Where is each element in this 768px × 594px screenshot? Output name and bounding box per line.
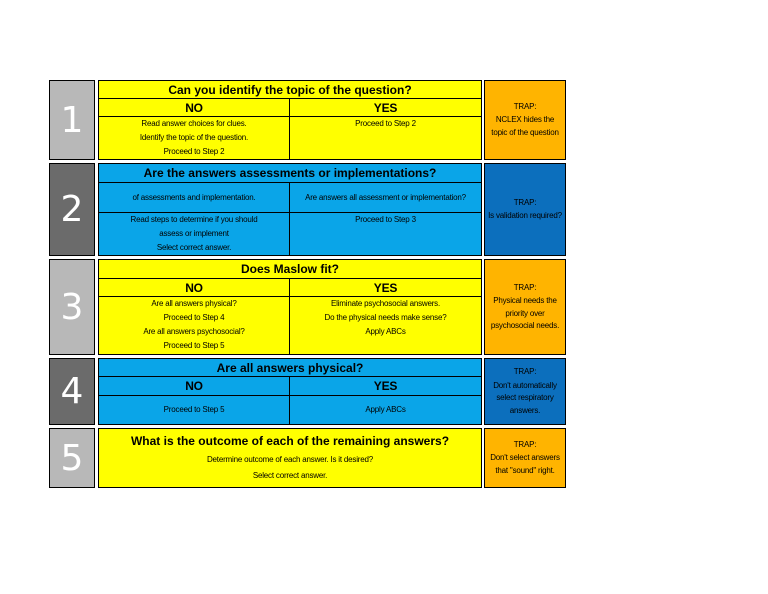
step-5-trap-line-1: Don't select answers <box>490 453 560 463</box>
step-2-trap-line-1: Is validation required? <box>488 211 562 220</box>
step-1-number: 1 <box>49 80 95 160</box>
step-1-no-label: NO <box>99 99 290 116</box>
step-1-yes-label: YES <box>373 100 398 115</box>
step-5-trap-label: TRAP: <box>513 439 537 449</box>
step-1-answer-row <box>99 117 481 159</box>
step-3-no-content <box>99 297 290 354</box>
step-2-question: Are the answers assessments or implementations? <box>99 164 481 183</box>
step-3-panel <box>98 259 482 355</box>
step-3-yes-line-2: Do the physical needs make sense? <box>324 313 447 322</box>
step-4-no-label: NO <box>99 377 290 395</box>
step-2-no-line-1: Read steps to determine if you should <box>130 215 258 224</box>
step-1-question: Can you identify the topic of the question? <box>99 81 481 99</box>
step-4-trap-label: TRAP: <box>513 367 537 376</box>
step-5-trap-line-2: that "sound" right. <box>495 465 555 475</box>
step-3-no-line-4: Proceed to Step 5 <box>163 341 225 350</box>
step-4-number: 4 <box>49 358 95 425</box>
step-3-yes-line-3: Apply ABCs <box>365 327 406 336</box>
step-5-body-line-2: Select correct answer. <box>252 471 328 480</box>
step-3-trap-line-3: psychosocial needs. <box>490 321 560 330</box>
step-2-number: 2 <box>49 163 95 256</box>
step-3-trap-line-1: Physical needs the <box>493 296 557 305</box>
step-1-panel <box>98 80 482 160</box>
step-1-trap-line-2: topic of the question <box>491 127 559 137</box>
step-4-yes-label: YES <box>373 379 398 393</box>
step-3-no-label: NO <box>99 279 290 296</box>
step-2-yes-content <box>290 213 481 255</box>
step-3-yes-content <box>290 297 481 354</box>
step-3-yes-line-1: Eliminate psychosocial answers. <box>331 299 440 308</box>
step-4-trap-line-1: Don't automatically <box>493 380 557 390</box>
step-4-panel <box>98 358 482 425</box>
step-3-answer-row <box>99 297 481 354</box>
step-3-no-line-1: Are all answers physical? <box>151 299 237 308</box>
step-5-body <box>99 452 481 484</box>
step-1-yes-content <box>290 117 481 159</box>
step-3-trap-line-2: priority over <box>505 308 545 318</box>
step-1-no-line-3: Proceed to Step 2 <box>163 147 225 156</box>
step-2-no-label: of assessments and implementation. <box>99 183 290 212</box>
step-4-header-row <box>99 377 481 396</box>
step-2-yes-line-1: Proceed to Step 3 <box>355 215 416 224</box>
step-4-yes-content <box>290 396 481 424</box>
step-2-answer-row <box>99 213 481 255</box>
step-2-no-content <box>99 213 290 255</box>
step-2-trap-label: TRAP: <box>513 197 537 207</box>
step-4-no-content <box>99 396 290 424</box>
step-1-trap-line-1: NCLEX hides the <box>495 115 555 125</box>
step-3-trap-label: TRAP: <box>513 282 537 292</box>
step-1-yes-line-1: Proceed to Step 2 <box>355 119 416 128</box>
step-4-trap <box>484 358 566 425</box>
step-5-question: What is the outcome of each of the remaining answers? <box>130 434 450 448</box>
step-1-trap <box>484 80 566 160</box>
step-4-trap-line-2: select respiratory <box>496 393 554 402</box>
step-3-header-row <box>99 279 481 297</box>
step-2-no-line-2: assess or implement <box>159 229 229 238</box>
step-1-no-line-1: Read answer choices for clues. <box>141 119 247 128</box>
step-2-header-row <box>99 183 481 213</box>
step-5-trap <box>484 428 566 488</box>
step-1-trap-label: TRAP: <box>513 101 537 111</box>
step-3-yes-label: YES <box>373 280 398 295</box>
step-4-yes-line-1: Apply ABCs <box>365 405 406 414</box>
step-4-question: Are all answers physical? <box>99 359 481 377</box>
step-4-no-line-1: Proceed to Step 5 <box>163 405 225 414</box>
step-1-no-line-2: Identify the topic of the question. <box>139 133 249 142</box>
step-3-number: 3 <box>49 259 95 355</box>
step-2-panel <box>98 163 482 256</box>
step-1-no-content <box>99 117 290 159</box>
step-2-yes-label: Are answers all assessment or implementation? <box>305 193 466 202</box>
step-4-trap-line-3: answers. <box>509 405 541 415</box>
step-3-question: Does Maslow fit? <box>99 260 481 279</box>
step-5-panel <box>98 428 482 488</box>
step-3-trap <box>484 259 566 355</box>
step-5-number: 5 <box>49 428 95 488</box>
step-4-answer-row <box>99 396 481 424</box>
step-2-trap <box>484 163 566 256</box>
step-3-no-line-2: Proceed to Step 4 <box>163 313 225 322</box>
step-5-body-line-1: Determine outcome of each answer. Is it desired? <box>206 455 374 464</box>
step-3-no-line-3: Are all answers psychosocial? <box>143 327 245 336</box>
step-1-header-row <box>99 99 481 117</box>
step-2-no-line-3: Select correct answer. <box>156 243 232 252</box>
